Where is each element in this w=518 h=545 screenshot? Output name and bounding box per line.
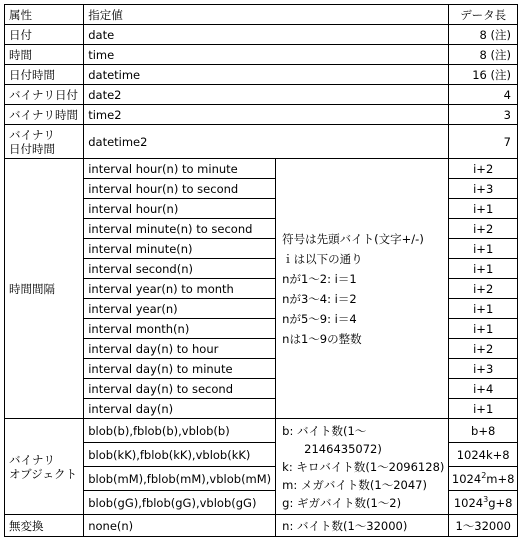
note-line: 符号は先頭バイト(文字+/-) — [282, 231, 424, 246]
spec-cell: interval minute(n) to second — [84, 219, 276, 239]
note-line: nが3～4: i＝2 — [282, 291, 357, 306]
len-cell: 7 — [449, 125, 518, 159]
attr-line: オブジェクト — [9, 466, 77, 481]
header-len: データ長 — [449, 5, 518, 25]
header-row — [5, 5, 518, 25]
spec-cell: interval hour(n) to second — [84, 179, 276, 199]
spec-cell: interval year(n) — [84, 299, 276, 319]
len-cell: 8 (注) — [449, 45, 518, 65]
spec-cell: time2 — [84, 105, 449, 125]
spec-cell: date — [84, 25, 449, 45]
spec-cell: time — [84, 45, 449, 65]
len-cell: i+1 — [449, 199, 518, 219]
len-cell: 16 (注) — [449, 65, 518, 85]
attr-cell-binary-object — [5, 419, 84, 515]
attr-line: 日付時間 — [9, 141, 55, 156]
len-exponent: 3 — [483, 494, 489, 504]
len-base: 1024 — [451, 471, 482, 486]
len-cell: 1024k+8 — [449, 443, 518, 467]
table-row — [5, 419, 518, 443]
len-cell: 1～32000 — [449, 515, 518, 537]
attr-cell-interval: 時間間隔 — [5, 159, 84, 419]
len-rest: m+8 — [486, 471, 515, 486]
spec-cell: interval second(n) — [84, 259, 276, 279]
len-cell — [449, 491, 518, 515]
note-line: k: キロバイト数(1～2096128) — [282, 459, 445, 474]
spec-cell: interval hour(n) to minute — [84, 159, 276, 179]
spec-cell: interval day(n) — [84, 399, 276, 419]
note-line: nが5～9: i＝4 — [282, 311, 357, 326]
attr-cell: バイナリ時間 — [5, 105, 84, 125]
spec-cell: interval hour(n) — [84, 199, 276, 219]
note-line: b: バイト数(1～ — [282, 423, 367, 438]
len-cell: 4 — [449, 85, 518, 105]
len-cell: 3 — [449, 105, 518, 125]
len-cell — [449, 467, 518, 491]
table-row — [5, 515, 518, 537]
header-attr: 属性 — [5, 5, 84, 25]
len-cell: i+2 — [449, 339, 518, 359]
spec-cell: interval month(n) — [84, 319, 276, 339]
note-line: 2146435072) — [304, 441, 382, 456]
len-base: 1024 — [453, 495, 484, 510]
note-cell: n: バイト数(1～32000) — [276, 515, 449, 537]
table-row — [5, 65, 518, 85]
spec-cell: blob(kK),fblob(kK),vblob(kK) — [84, 443, 276, 467]
spec-cell: interval minute(n) — [84, 239, 276, 259]
attr-cell: 無変換 — [5, 515, 84, 537]
header-spec: 指定値 — [84, 5, 449, 25]
spec-cell: datetime — [84, 65, 449, 85]
len-cell: i+2 — [449, 219, 518, 239]
len-cell: i+2 — [449, 279, 518, 299]
len-cell: i+3 — [449, 359, 518, 379]
spec-cell: interval day(n) to hour — [84, 339, 276, 359]
len-cell: i+1 — [449, 259, 518, 279]
table-row — [5, 25, 518, 45]
note-line: nは1～9の整数 — [282, 331, 362, 346]
data-type-table — [4, 4, 518, 537]
note-line: nが1～2: i＝1 — [282, 271, 357, 286]
table-row — [5, 85, 518, 105]
len-rest: g+8 — [488, 495, 513, 510]
attr-line: バイナリ — [9, 127, 55, 142]
spec-cell: none(n) — [84, 515, 276, 537]
attr-cell — [5, 125, 84, 159]
table-row — [5, 105, 518, 125]
spec-cell: blob(mM),fblob(mM),vblob(mM) — [84, 467, 276, 491]
attr-line: バイナリ — [9, 452, 55, 467]
spec-cell: blob(b),fblob(b),vblob(b) — [84, 419, 276, 443]
note-line: ｉは以下の通り — [282, 251, 363, 266]
len-cell: i+1 — [449, 319, 518, 339]
len-exponent: 2 — [481, 470, 487, 480]
table-row — [5, 125, 518, 159]
len-cell: i+1 — [449, 299, 518, 319]
spec-cell: interval day(n) to second — [84, 379, 276, 399]
len-cell: i+4 — [449, 379, 518, 399]
len-cell: i+1 — [449, 399, 518, 419]
len-cell: i+1 — [449, 239, 518, 259]
binary-note — [276, 419, 449, 515]
attr-cell: 日付 — [5, 25, 84, 45]
interval-note — [276, 159, 449, 419]
len-cell: i+2 — [449, 159, 518, 179]
spec-cell: date2 — [84, 85, 449, 105]
len-cell: b+8 — [449, 419, 518, 443]
table-row — [5, 159, 518, 179]
table-row — [5, 45, 518, 65]
attr-cell: 時間 — [5, 45, 84, 65]
len-cell: 8 (注) — [449, 25, 518, 45]
len-cell: i+3 — [449, 179, 518, 199]
attr-cell: 日付時間 — [5, 65, 84, 85]
note-line: g: ギガバイト数(1～2) — [282, 495, 402, 510]
spec-cell: blob(gG),fblob(gG),vblob(gG) — [84, 491, 276, 515]
spec-cell: datetime2 — [84, 125, 449, 159]
note-line: m: メガバイト数(1～2047) — [282, 477, 427, 492]
spec-cell: interval day(n) to minute — [84, 359, 276, 379]
spec-cell: interval year(n) to month — [84, 279, 276, 299]
attr-cell: バイナリ日付 — [5, 85, 84, 105]
